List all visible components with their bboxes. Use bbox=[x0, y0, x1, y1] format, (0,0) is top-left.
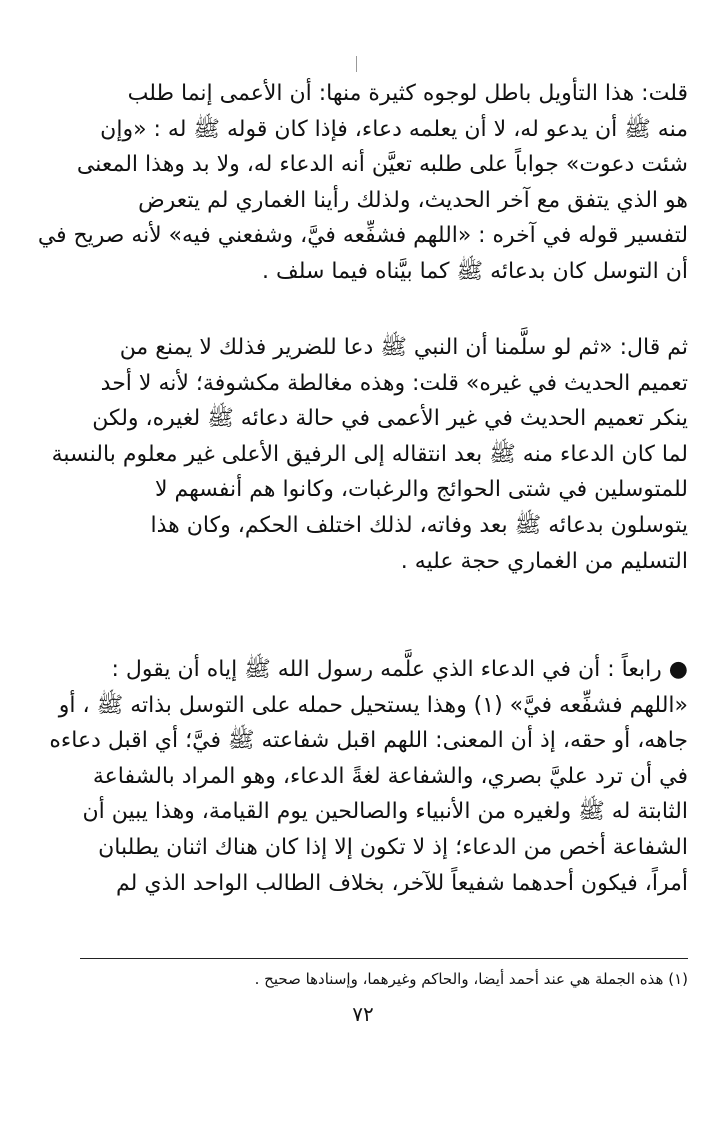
text-line: أن التوسل كان بدعائه ﷺ كما بيَّناه فيما سلف . bbox=[261, 258, 688, 284]
text-line: التسليم من الغماري حجة عليه . bbox=[400, 548, 688, 574]
paragraph-2 bbox=[38, 330, 688, 579]
text-line: أمراً، فيكون أحدهما شفيعاً للآخر، بخلاف الطالب الواحد الذي لم bbox=[116, 870, 688, 896]
page-number: ٧٢ bbox=[352, 1002, 374, 1026]
text-line: هو الذي يتفق مع آخر الحديث، ولذلك رأينا الغماري لم يتعرض bbox=[138, 187, 688, 213]
top-margin-mark bbox=[356, 56, 357, 72]
footnote: (١) هذه الجملة هي عند أحمد أيضا، والحاكم وغيرهما، وإسنادها صحيح . bbox=[254, 970, 688, 988]
footnote-divider bbox=[80, 958, 688, 959]
text-line: منه ﷺ أن يدعو له، لا أن يعلمه دعاء، فإذا كان قوله ﷺ له : «وإن bbox=[100, 116, 688, 142]
text-line: يتوسلون بدعائه ﷺ بعد وفاته، لذلك اختلف الحكم، وكان هذا bbox=[150, 512, 688, 538]
text-line: لتفسير قوله في آخره : «اللهم فشفِّعه فيَّ، وشفعني فيه» لأنه صريح في bbox=[37, 223, 688, 249]
text-line: في أن ترد عليَّ بصري، والشفاعة لغةً الدعاء، وهو المراد بالشفاعة bbox=[92, 763, 688, 789]
text-line: جاهه، أو حقه، إذ أن المعنى: اللهم اقبل شفاعته ﷺ فيَّ؛ أي اقبل دعاءه bbox=[49, 728, 688, 754]
text-line: ثم قال: «ثم لو سلَّمنا أن النبي ﷺ دعا للضرير فذلك لا يمنع من bbox=[119, 335, 688, 360]
text-line: الثابتة له ﷺ ولغيره من الأنبياء والصالحين يوم القيامة، وهذا يبين أن bbox=[82, 799, 688, 825]
text-line: لما كان الدعاء منه ﷺ بعد انتقاله إلى الرفيق الأعلى غير معلوم بالنسبة bbox=[51, 441, 688, 467]
text-line: ● رابعاً : أن في الدعاء الذي علَّمه رسول الله ﷺ إياه أن يقول : bbox=[111, 657, 688, 682]
paragraph-1 bbox=[38, 76, 688, 290]
text-line: «اللهم فشفِّعه فيَّ» (١) وهذا يستحيل حمله على التوسل بذاته ﷺ ، أو bbox=[58, 692, 688, 718]
text-line: تعميم الحديث في غيره» قلت: وهذه مغالطة مكشوفة؛ لأنه لا أحد bbox=[100, 370, 688, 396]
text-line: ينكر تعميم الحديث في غير الأعمى في حالة دعائه ﷺ لغيره، ولكن bbox=[92, 406, 688, 432]
text-line: للمتوسلين في شتى الحوائج والرغبات، وكانوا هم أنفسهم لا bbox=[154, 477, 688, 503]
text-line: شئت دعوت» جواباً على طلبه تعيَّن أنه الدعاء له، ولا بد وهذا المعنى bbox=[76, 152, 688, 178]
paragraph-3 bbox=[38, 652, 688, 901]
text-line: قلت: هذا التأويل باطل لوجوه كثيرة منها: أن الأعمى إنما طلب bbox=[127, 81, 688, 106]
text-line: الشفاعة أخص من الدعاء؛ إذ لا تكون إلا إذا كان هناك اثنان يطلبان bbox=[98, 834, 688, 860]
